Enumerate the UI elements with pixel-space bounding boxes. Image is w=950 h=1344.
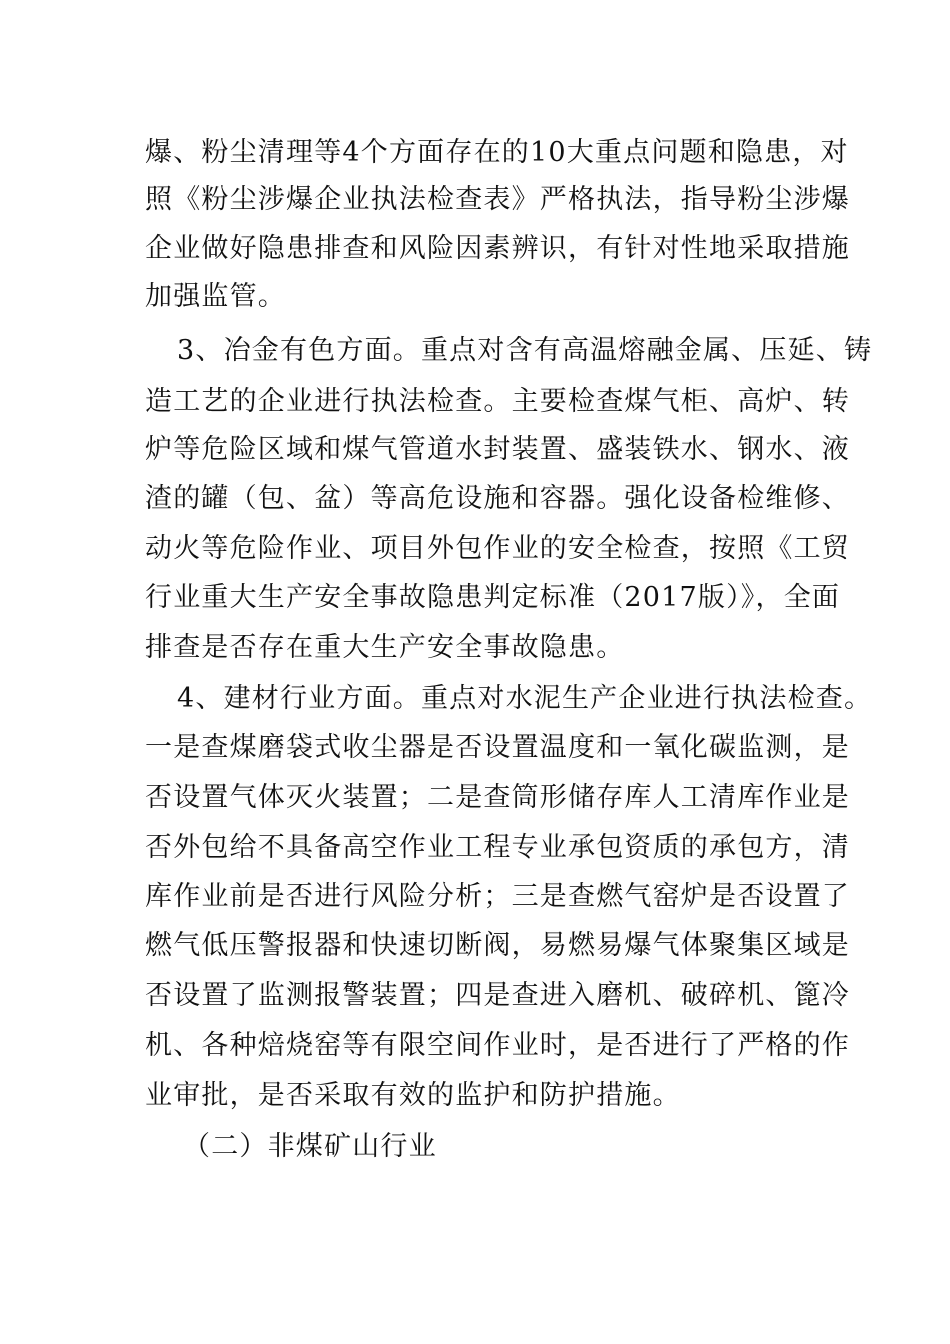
text-line-19: 机、各种焙烧窑等有限空间作业时，是否进行了严格的作 bbox=[145, 1030, 850, 1061]
text-line-20: 业审批，是否采取有效的监护和防护措施。 bbox=[145, 1080, 681, 1111]
text-line-1: 爆、粉尘清理等4个方面存在的10大重点问题和隐患，对 bbox=[145, 137, 849, 168]
section-heading: （二）非煤矿山行业 bbox=[183, 1131, 437, 1162]
text-line-4: 加强监管。 bbox=[145, 281, 286, 312]
text-line-14: 否设置气体灭火装置；二是查筒形储存库人工清库作业是 bbox=[145, 782, 850, 813]
text-line-13: 一是查煤磨袋式收尘器是否设置温度和一氧化碳监测，是 bbox=[145, 732, 850, 763]
text-line-16: 库作业前是否进行风险分析；三是查燃气窑炉是否设置了 bbox=[145, 881, 850, 912]
text-line-3: 企业做好隐患排查和风险因素辨识，有针对性地采取措施 bbox=[145, 233, 850, 264]
text-line-15: 否外包给不具备高空作业工程专业承包资质的承包方，清 bbox=[145, 832, 850, 863]
text-line-11: 排查是否存在重大生产安全事故隐患。 bbox=[145, 632, 625, 663]
text-line-17: 燃气低压警报器和快速切断阀，易燃易爆气体聚集区域是 bbox=[145, 930, 850, 961]
text-line-12: 4、建材行业方面。重点对水泥生产企业进行执法检查。 bbox=[177, 683, 873, 714]
text-line-6: 造工艺的企业进行执法检查。主要检查煤气柜、高炉、转 bbox=[145, 386, 850, 417]
text-line-2: 照《粉尘涉爆企业执法检查表》严格执法，指导粉尘涉爆 bbox=[145, 184, 850, 215]
text-line-5: 3、冶金有色方面。重点对含有高温熔融金属、压延、铸 bbox=[177, 335, 873, 366]
text-line-10: 行业重大生产安全事故隐患判定标准（2017版）》，全面 bbox=[145, 582, 841, 613]
text-line-18: 否设置了监测报警装置；四是查进入磨机、破碎机、篦冷 bbox=[145, 980, 850, 1011]
text-line-8: 渣的罐（包、盆）等高危设施和容器。强化设备检维修、 bbox=[145, 483, 850, 514]
text-line-7: 炉等危险区域和煤气管道水封装置、盛装铁水、钢水、液 bbox=[145, 434, 850, 465]
text-line-9: 动火等危险作业、项目外包作业的安全检查，按照《工贸 bbox=[145, 533, 850, 564]
